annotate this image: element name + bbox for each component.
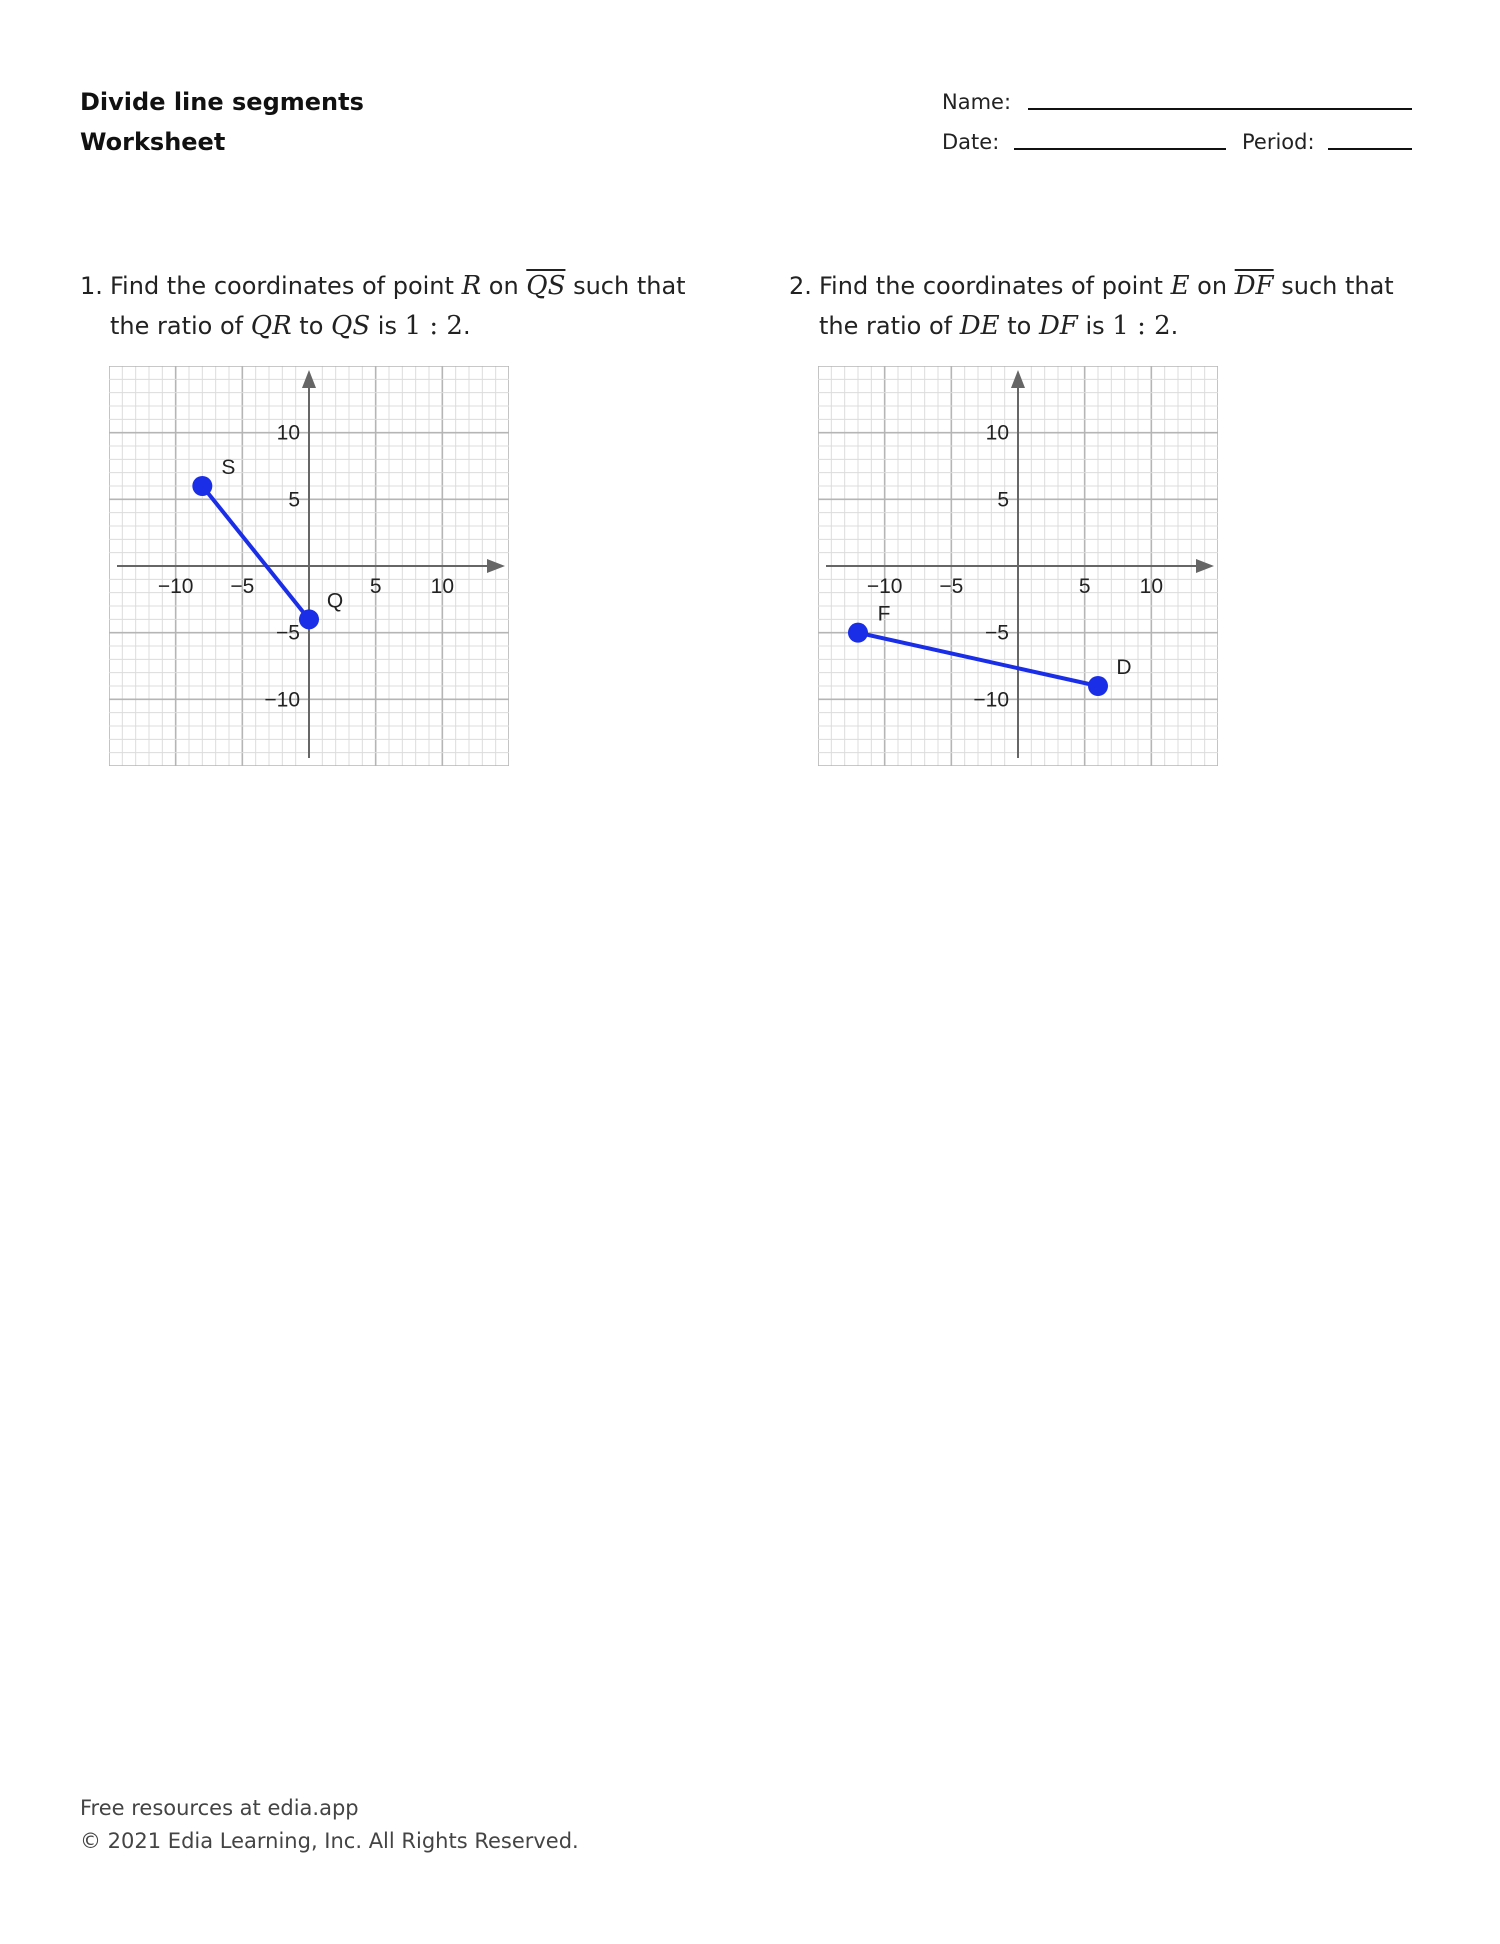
point-s [192, 476, 212, 496]
prompt-text: the ratio of [819, 312, 960, 340]
footer-copyright: © 2021 Edia Learning, Inc. All Rights Reserved. [80, 1829, 579, 1853]
prompt-text: Find the coordinates of point [110, 272, 462, 300]
period-field[interactable] [1328, 148, 1412, 150]
point-q [299, 609, 319, 629]
prompt-text: is [370, 312, 405, 340]
prompt-text: such that [565, 272, 686, 300]
x-tick-label: 5 [1078, 575, 1091, 598]
y-tick-label: −5 [276, 621, 300, 645]
part-segment: QR [250, 311, 292, 341]
y-tick-label: −5 [985, 621, 1009, 645]
ratio: 1 : 2 [404, 311, 463, 341]
prompt-text: . [1170, 312, 1179, 340]
point-name: E [1170, 271, 1190, 301]
ratio: 1 : 2 [1112, 311, 1171, 341]
name-field[interactable] [1028, 108, 1412, 110]
problem-number: 1. [80, 272, 103, 300]
prompt-text: to [291, 312, 332, 340]
point-label-s: S [221, 456, 236, 479]
point-name: R [461, 271, 482, 301]
date-label: Date: [942, 130, 1000, 154]
x-tick-label: −5 [939, 575, 964, 598]
x-tick-label: 5 [369, 575, 382, 598]
segment-name: $\overline{QS}$ [526, 271, 566, 301]
period-label: Period: [1242, 130, 1315, 154]
prompt-text: Find the coordinates of point [819, 272, 1171, 300]
footer-resources: Free resources at edia.app [80, 1796, 359, 1820]
point-label-q: Q [326, 589, 344, 613]
y-tick-label: −10 [264, 688, 300, 712]
worksheet-subtitle: Worksheet [80, 128, 226, 156]
y-tick-label: −10 [973, 688, 1009, 712]
part-segment: DE [959, 311, 1000, 341]
prompt-text: to [999, 312, 1039, 340]
prompt-text: is [1077, 312, 1113, 340]
date-period-row [942, 126, 1412, 166]
x-tick-label: −10 [157, 575, 194, 598]
problem-2 [789, 266, 1439, 346]
name-row [942, 86, 1412, 126]
x-tick-label: 10 [1139, 575, 1164, 598]
worksheet-title: Divide line segments [80, 88, 364, 116]
whole-segment: DF [1038, 311, 1078, 341]
prompt-text: on [1189, 272, 1235, 300]
footer [80, 1792, 579, 1858]
point-label-d: D [1116, 656, 1132, 679]
y-tick-label: 10 [276, 421, 300, 445]
prompt-text: the ratio of [110, 312, 251, 340]
x-tick-label: −5 [230, 575, 255, 598]
point-label-f: F [877, 602, 891, 626]
coordinate-grid-2 [818, 366, 1218, 766]
prompt-text: on [481, 272, 527, 300]
prompt-text: . [462, 312, 471, 340]
y-tick-label: 10 [985, 421, 1009, 445]
point-d [1088, 676, 1108, 696]
coordinate-grid-1 [109, 366, 509, 766]
worksheet-title-block [80, 82, 364, 162]
problem-1 [80, 266, 730, 346]
problem-number: 2. [789, 272, 812, 300]
whole-segment: QS [331, 311, 371, 341]
x-tick-label: −10 [866, 575, 903, 598]
point-f [848, 623, 868, 643]
prompt-text: such that [1273, 272, 1394, 300]
student-info-block [942, 86, 1412, 166]
date-field[interactable] [1014, 148, 1226, 150]
segment-name: $\overline{DF}$ [1234, 271, 1274, 301]
name-label: Name: [942, 90, 1012, 114]
y-tick-label: 5 [288, 488, 300, 512]
x-tick-label: 10 [430, 575, 455, 598]
y-tick-label: 5 [997, 488, 1009, 512]
